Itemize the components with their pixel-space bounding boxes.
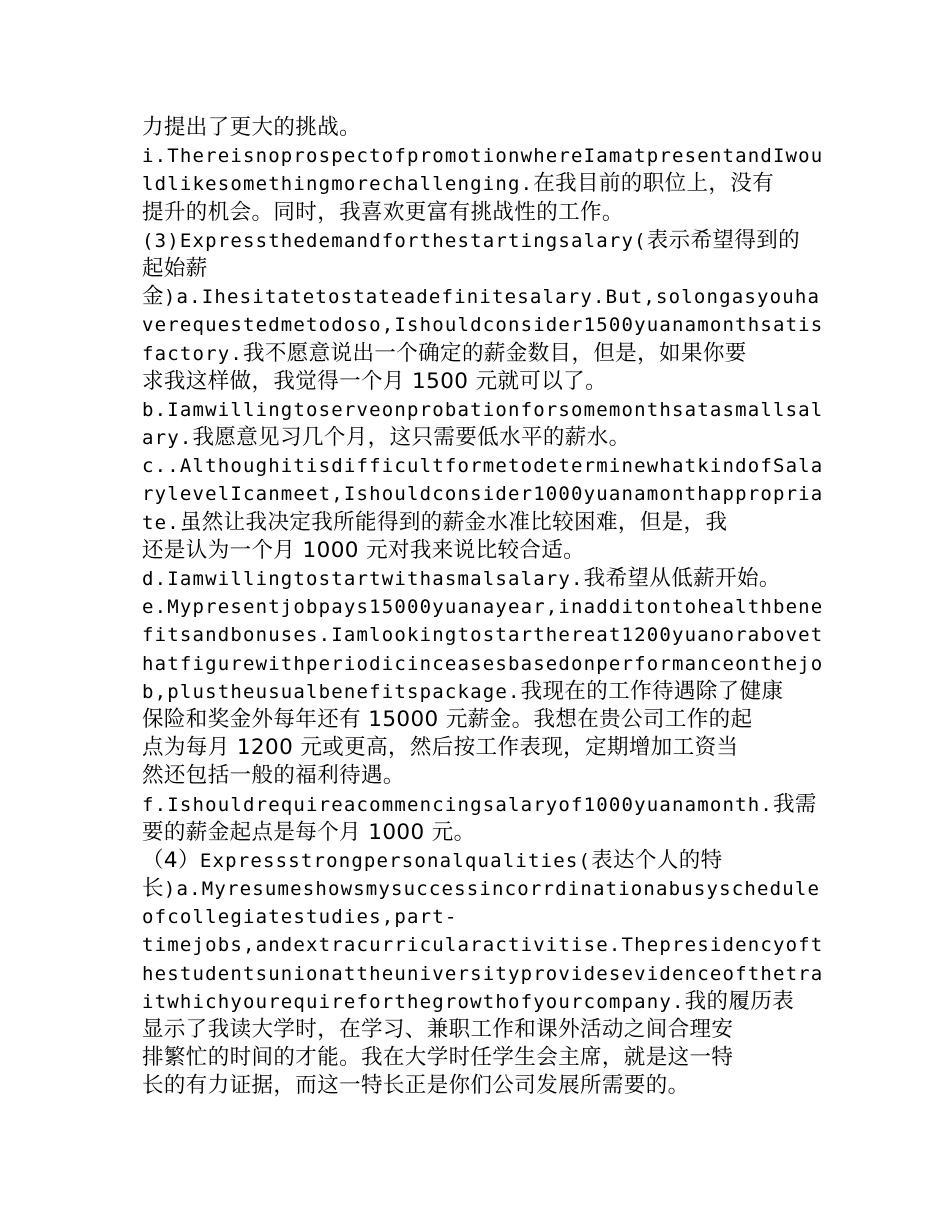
- chinese-text: 然还包括一般的福利待遇。: [142, 763, 405, 789]
- english-text: hestudentsunionattheuniversityprovidesevidenceofthetra: [142, 962, 824, 985]
- english-text: factory.: [142, 342, 243, 365]
- text-line: [142, 340, 812, 368]
- english-text: )a.Myresumeshowsmysuccessincorrdinationabusyschedule: [163, 878, 821, 901]
- english-text: e.Mypresentjobpays15000yuanayear,inadditontohealthbene: [142, 596, 824, 619]
- chinese-text: 在我目前的职位上，没有: [533, 171, 775, 197]
- chinese-text: 我愿意见习几个月，这只需要低水平的薪水。: [192, 425, 631, 451]
- text-line: [142, 678, 812, 706]
- chinese-text: 保险和奖金外每年还有 15000 元薪金。我想在贵公司工作的起: [142, 706, 753, 732]
- english-text: )a.Ihesitatetostateadefinitesalary.But,solongasyouha: [163, 286, 821, 309]
- text-line: [142, 368, 812, 396]
- chinese-text: 要的薪金起点是每个月 1000 元。: [142, 819, 476, 845]
- english-text: itwhichyourequireforthegrowthofyourcompany.: [142, 990, 685, 1013]
- chinese-text: 虽然让我决定我所能得到的薪金水准比较困难，但是，我: [179, 509, 728, 535]
- text-line: [142, 734, 812, 762]
- text-line: [142, 537, 812, 565]
- text-line: [142, 762, 812, 790]
- text-line: [142, 621, 824, 649]
- text-line: [142, 283, 821, 311]
- chinese-text: （4）: [142, 847, 200, 873]
- english-text: d.Iamwillingtostartwithasmalsalary.: [142, 568, 584, 590]
- chinese-text: 还是认为一个月 1000 元对我来说比较合适。: [142, 537, 586, 563]
- english-text: Expressstrongpersonalqualities(: [199, 849, 592, 872]
- text-line: [142, 170, 812, 198]
- english-text: fitsandbonuses.Iamlookingtostarthereat1200yuanorabovet: [142, 624, 824, 647]
- text-line: [142, 227, 812, 255]
- text-line: [142, 1044, 812, 1072]
- text-line: [142, 1072, 812, 1100]
- english-text: te.: [142, 511, 180, 534]
- chinese-text: 排繁忙的时间的才能。我在大学时任学生会主席，就是这一特: [142, 1045, 734, 1071]
- chinese-text: 表达个人的特: [591, 847, 723, 873]
- english-text: timejobs,andextracurricularactivitise.Thepresidencyoft: [142, 934, 824, 957]
- text-line: [142, 255, 812, 283]
- chinese-text: 我现在的工作待遇除了健康: [520, 678, 784, 704]
- english-text: b,plustheusualbenefitspackage.: [142, 680, 521, 703]
- chinese-text: 显示了我读大学时，在学习、兼职工作和课外活动之间合理安: [142, 1017, 734, 1042]
- english-text: c..AlthoughitisdifficultformetodeterminewhatkindofSala: [142, 455, 824, 478]
- english-text: verequestedmetodoso,Ishouldconsider1500yuanamonthsatis: [142, 314, 824, 337]
- text-line: [142, 424, 812, 452]
- text-line: [142, 988, 812, 1016]
- text-line: [142, 565, 812, 593]
- chinese-text: 提升的机会。同时，我喜欢更富有挑战性的工作。: [142, 199, 624, 225]
- text-line: [142, 903, 812, 931]
- text-line: [142, 396, 824, 424]
- english-text: ary.: [142, 427, 193, 450]
- text-line: [142, 480, 824, 508]
- text-line: [142, 593, 824, 621]
- text-line: [142, 142, 824, 170]
- text-line: [142, 114, 812, 142]
- chinese-text: 我不愿意说出一个确定的薪金数目，但是，如果你要: [242, 340, 747, 366]
- english-text: hatfigurewithperiodicinceasesbasedonperformanceonthejo: [142, 652, 824, 675]
- text-line: [142, 960, 824, 988]
- text-line: [142, 791, 817, 819]
- chinese-text: 我需: [772, 791, 817, 817]
- text-line: [142, 819, 812, 847]
- text-line: [142, 847, 812, 875]
- text-line: [142, 509, 812, 537]
- text-line: [142, 875, 821, 903]
- chinese-text: 长: [142, 876, 164, 902]
- english-text: (3)Expressthedemandforthestartingsalary(: [142, 229, 647, 252]
- chinese-text: 力提出了更大的挑战。: [142, 115, 362, 140]
- text-line: [142, 199, 812, 227]
- chinese-text: 起始薪: [142, 255, 208, 281]
- text-line: [142, 452, 824, 480]
- text-line: [142, 706, 812, 734]
- chinese-text: 我希望从低薪开始。: [583, 566, 781, 591]
- english-text: b.Iamwillingtoserveonprobationforsomemonthsatasmallsal: [142, 398, 824, 421]
- chinese-text: 长的有力证据，而这一特长正是你们公司发展所需要的。: [142, 1073, 690, 1099]
- document-page: [142, 114, 824, 1101]
- english-text: i.ThereisnoprospectofpromotionwhereIamatpresentandIwou: [142, 145, 824, 168]
- text-line: [142, 650, 824, 678]
- english-text: rylevelIcanmeet,Ishouldconsider1000yuanamonthappropria: [142, 483, 824, 506]
- chinese-text: 表示希望得到的: [646, 227, 801, 253]
- text-line: [142, 1016, 812, 1044]
- english-text: f.Ishouldrequireacommencingsalaryof1000yuanamonth.: [142, 793, 773, 816]
- chinese-text: 金: [142, 284, 164, 310]
- english-text: ofcollegiatestudies,part-: [142, 906, 458, 929]
- english-text: ldlikesomethingmorechallenging.: [142, 173, 534, 196]
- text-line: [142, 931, 824, 959]
- chinese-text: 我的履历表: [684, 988, 795, 1014]
- text-line: [142, 311, 824, 339]
- chinese-text: 求我这样做，我觉得一个月 1500 元就可以了。: [142, 368, 607, 394]
- chinese-text: 点为每月 1200 元或更高，然后按工作表现，定期增加工资当: [142, 735, 739, 761]
